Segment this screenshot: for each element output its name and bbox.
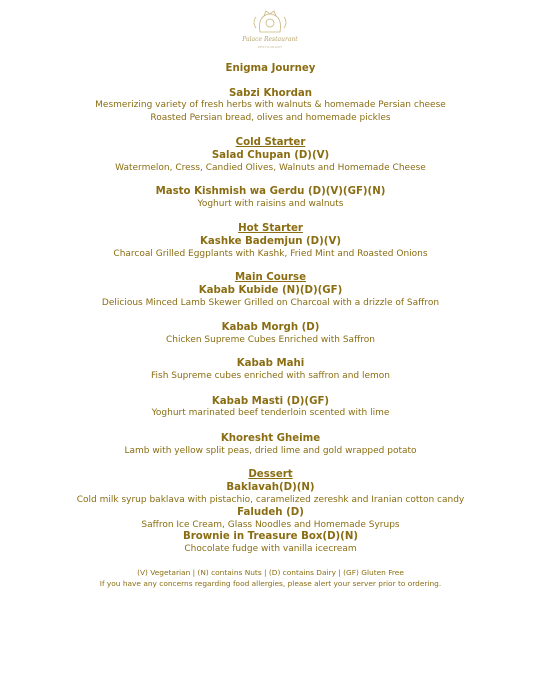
intro-item-name: Sabzi Khordan [228, 88, 313, 99]
section-heading-hot-starter: Hot Starter [238, 223, 303, 234]
cold-item-1-description: Watermelon, Cress, Candied Olives, Walnuts and Homemade Cheese [115, 163, 426, 173]
main-item-2-name: Kabab Morgh (D) [221, 322, 320, 333]
section-heading-dessert: Dessert [248, 469, 293, 480]
main-item-3-name: Kabab Mahi [236, 358, 305, 369]
dessert-item-1-name: Baklavah(D)(N) [226, 482, 315, 493]
menu-title: Enigma Journey [225, 63, 316, 74]
main-item-1-description: Delicious Minced Lamb Skewer Grilled on Charcoal with a drizzle of Saffron [101, 298, 440, 308]
allergy-notice: If you have any concerns regarding food allergies, please alert your server prior to ordering. [99, 579, 442, 588]
section-heading-cold-starter: Cold Starter [235, 137, 306, 148]
main-item-4-description: Yoghurt marinated beef tenderloin scented with lime [151, 408, 390, 418]
hot-item-1-description: Charcoal Grilled Eggplants with Kashk, Fried Mint and Roasted Onions [113, 249, 428, 259]
main-item-1-name: Kabab Kubide (N)(D)(GF) [198, 285, 343, 296]
crest-icon [238, 8, 302, 36]
logo-subtitle: RESTAURANT [257, 45, 283, 49]
dessert-item-2-description: Saffron Ice Cream, Glass Noodles and Homemade Syrups [141, 520, 400, 530]
cold-item-1-name: Salad Chupan (D)(V) [211, 150, 330, 161]
dessert-item-3-description: Chocolate fudge with vanilla icecream [184, 544, 357, 554]
main-item-3-description: Fish Supreme cubes enriched with saffron and lemon [150, 371, 390, 381]
section-heading-main-course: Main Course [234, 272, 307, 283]
logo-wordmark: Palace Restaurant [242, 36, 298, 43]
dietary-legend: (V) Vegetarian | (N) contains Nuts | (D) contains Dairy | (GF) Gluten Free [137, 568, 404, 577]
main-item-5-description: Lamb with yellow split peas, dried lime and gold wrapped potato [124, 446, 417, 456]
cold-item-2-name: Masto Kishmish wa Gerdu (D)(V)(GF)(N) [155, 186, 386, 197]
dessert-item-2-name: Faludeh (D) [237, 507, 304, 518]
main-item-4-name: Kabab Masti (D)(GF) [211, 396, 330, 407]
intro-item-description-2: Roasted Persian bread, olives and homemade pickles [150, 113, 391, 123]
restaurant-logo [238, 8, 302, 52]
cold-item-2-description: Yoghurt with raisins and walnuts [197, 199, 344, 209]
main-item-2-description: Chicken Supreme Cubes Enriched with Saffron [165, 335, 375, 345]
dessert-item-1-description: Cold milk syrup baklava with pistachio, caramelized zereshk and Iranian cotton candy [76, 495, 465, 505]
hot-item-1-name: Kashke Bademjun (D)(V) [199, 236, 341, 247]
intro-item-description: Mesmerizing variety of fresh herbs with walnuts & homemade Persian cheese [95, 100, 446, 110]
main-item-5-name: Khoresht Gheime [220, 433, 321, 444]
dessert-item-3-name: Brownie in Treasure Box(D)(N) [182, 531, 359, 542]
